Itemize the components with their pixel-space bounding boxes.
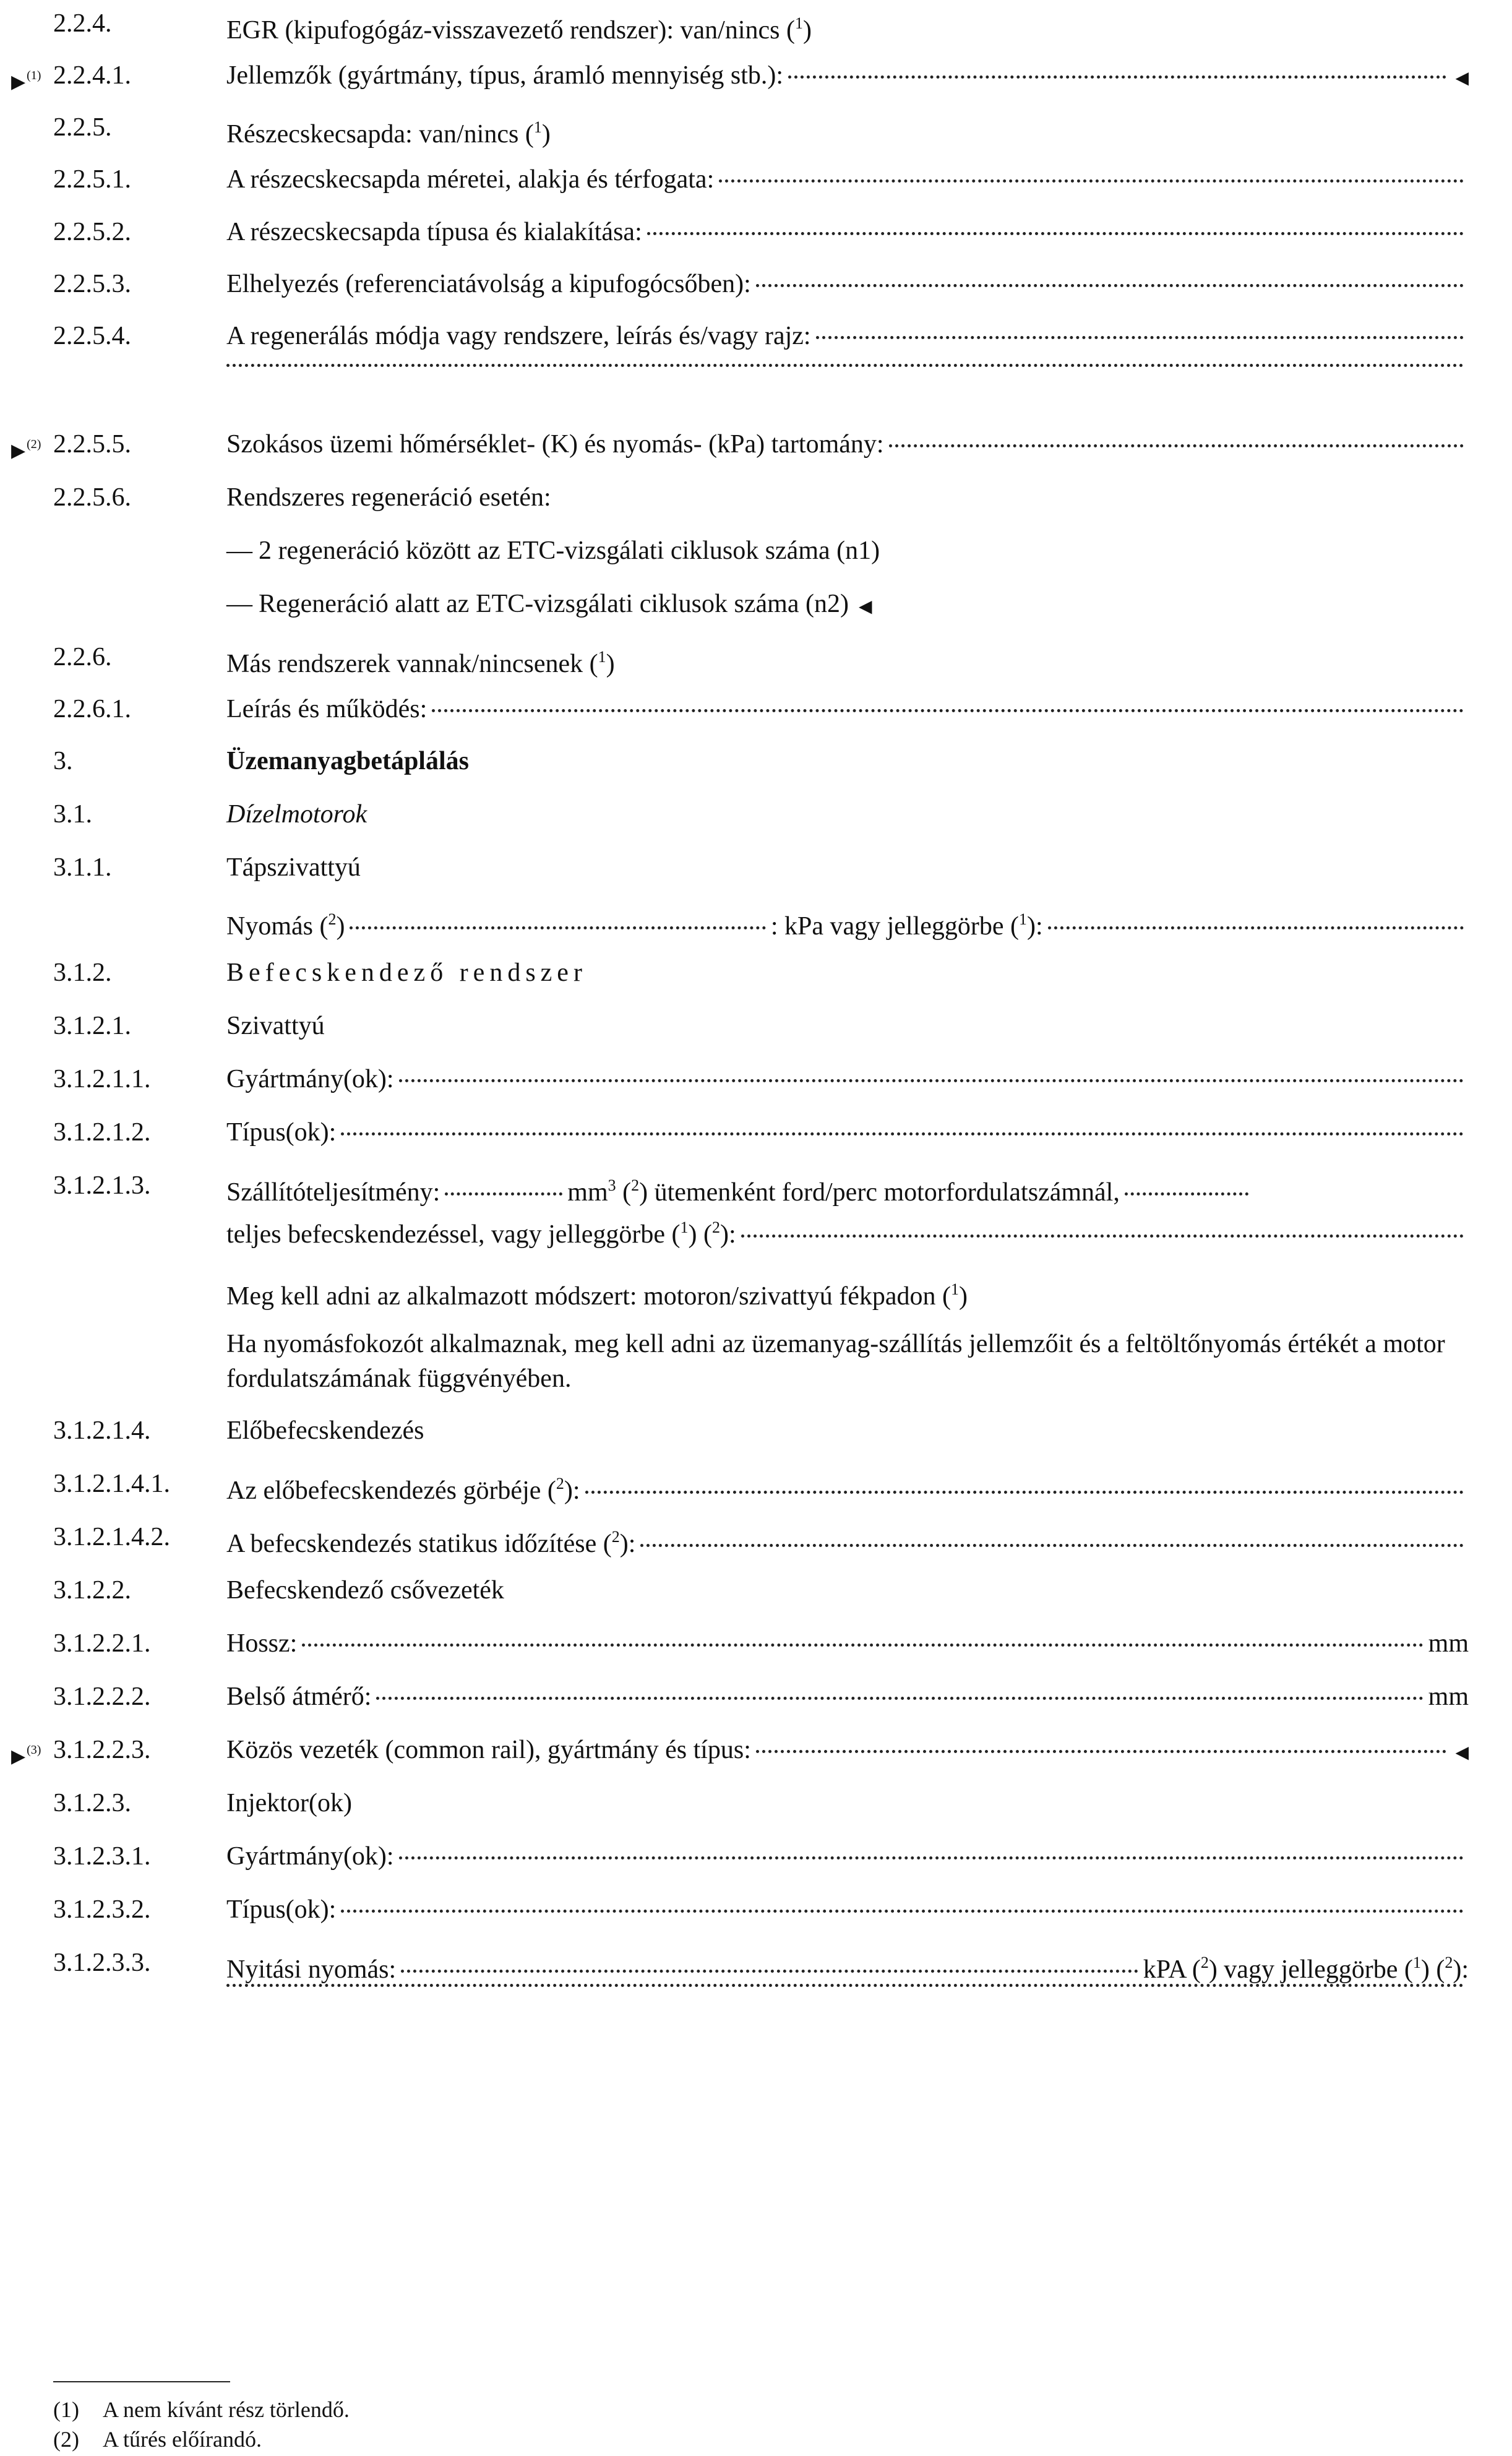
section-number: 2.2.6.1. <box>53 695 131 723</box>
section-number: 2.2.5.6. <box>53 483 131 512</box>
fill-in-line[interactable] <box>226 364 1464 367</box>
section-text: Befecskendező rendszer <box>226 959 587 987</box>
section-2-2-5-1 <box>0 160 1512 199</box>
section-heading: Üzemanyagbetáplálás <box>226 747 469 775</box>
section-3-1 <box>0 795 1512 834</box>
section-text: Elhelyezés (referenciatávolság a kipufogócsőben): <box>226 270 751 298</box>
curve-fill-in[interactable] <box>1048 926 1464 929</box>
section-text: Befecskendező csővezeték <box>226 1576 504 1605</box>
section-number: 3.1.1. <box>53 853 112 882</box>
fill-in-line[interactable] <box>376 1697 1423 1700</box>
section-3-1-2-1-1 <box>0 1059 1512 1099</box>
section-3-1-2-1-4 <box>0 1411 1512 1450</box>
section-2-2-4-1 <box>0 56 1512 95</box>
section-number: 3.1.2. <box>53 959 112 987</box>
delivery-continuation-text: teljes befecskendezéssel, vagy jelleggörbe ($^1$) ($^2$): <box>226 1218 736 1249</box>
section-2-2-6-1 <box>0 689 1512 729</box>
section-text: Hossz: <box>226 1629 298 1658</box>
section-text: Rendszeres regeneráció esetén: <box>226 483 551 512</box>
section-number: 3.1.2.1.4.2. <box>53 1523 170 1551</box>
fill-in-line[interactable] <box>816 336 1464 339</box>
fill-in-line[interactable] <box>889 444 1464 447</box>
section-text: A regenerálás módja vagy rendszere, leírás és/vagy rajz: <box>226 322 811 350</box>
section-3-1-2-2-3 <box>0 1730 1512 1770</box>
section-number: 3.1.2.1.4.1. <box>53 1470 170 1498</box>
section-3-1-2-3-3 <box>0 1943 1512 1983</box>
section-text: Szivattyú <box>226 1012 325 1040</box>
section-number: 3.1.2.2.3. <box>53 1736 151 1764</box>
unit-label: mm <box>1428 1629 1469 1658</box>
section-number: 3.1. <box>53 800 92 829</box>
section-3-1-2-1-4-2 <box>0 1517 1512 1557</box>
section-number: 2.2.5.1. <box>53 165 131 194</box>
amendment-end-marker: ◀ <box>858 597 872 616</box>
fill-in-line[interactable] <box>432 709 1464 712</box>
fill-in-line[interactable] <box>756 284 1464 287</box>
section-text: Típus(ok): <box>226 1118 337 1147</box>
pressure-unit-text: : kPa vagy jelleggörbe ($^1$): <box>770 910 1043 941</box>
section-number: 3.1.2.3. <box>53 1789 131 1817</box>
section-number: 2.2.4.1. <box>53 61 131 90</box>
section-number: 3.1.2.1. <box>53 1012 131 1040</box>
section-3-1-2 <box>0 953 1512 993</box>
section-number: 3.1.2.1.2. <box>53 1118 151 1147</box>
section-number: 3.1.2.1.1. <box>53 1065 151 1093</box>
section-number: 3.1.2.3.2. <box>53 1895 151 1924</box>
section-text: Az előbefecskendezés görbéje ($^2$): <box>226 1475 580 1505</box>
section-3-1-2-2 <box>0 1571 1512 1610</box>
dash-item-n2: — Regeneráció alatt az ETC-vizsgálati ciklusok száma (n2) ◀ <box>226 590 872 618</box>
section-text: Injektor(ok) <box>226 1789 352 1817</box>
section-text: Gyártmány(ok): <box>226 1842 394 1871</box>
footnote-separator <box>53 2381 230 2382</box>
section-number: 3. <box>53 747 73 775</box>
fill-in-line[interactable] <box>399 1856 1464 1859</box>
pressure-fill-in[interactable] <box>350 926 765 929</box>
section-text: Belső átmérő: <box>226 1683 372 1711</box>
section-number: 3.1.2.1.3. <box>53 1171 151 1200</box>
section-2-2-5-4 <box>0 316 1512 356</box>
delivery-label: Szállítóteljesítmény: <box>226 1178 440 1207</box>
delivery-fill-in[interactable] <box>445 1192 562 1196</box>
fill-in-line[interactable] <box>756 1750 1447 1753</box>
section-3-1-2-1-3 <box>0 1166 1512 1205</box>
section-2-2-5 <box>0 108 1512 147</box>
section-number: 2.2.5.5. <box>53 430 131 459</box>
amendment-start-marker: ▶ $^{(1)}$ <box>11 69 41 92</box>
amendment-start-marker: ▶ $^{(2)}$ <box>11 437 41 461</box>
section-3-1-2-3 <box>0 1783 1512 1823</box>
section-number: 3.1.2.3.1. <box>53 1842 151 1871</box>
section-number: 2.2.5. <box>53 113 112 142</box>
section-number: 3.1.2.3.3. <box>53 1949 151 1977</box>
section-text: Nyitási nyomás: <box>226 1955 397 1984</box>
section-3-1-2-1-3-continuation <box>0 1208 1512 1247</box>
fill-in-line[interactable] <box>341 1910 1464 1913</box>
amendment-start-marker: ▶ $^{(3)}$ <box>11 1743 41 1767</box>
unit-label: mm <box>1428 1683 1469 1711</box>
section-3-1-2-2-1 <box>0 1624 1512 1663</box>
section-number: 2.2.4. <box>53 9 112 38</box>
section-number: 3.1.2.2.1. <box>53 1629 151 1658</box>
footnote-mark: (2) <box>53 2427 79 2452</box>
fill-in-line[interactable] <box>647 232 1464 235</box>
section-text: A részecskecsapda méretei, alakja és térfogata: <box>226 165 715 194</box>
section-3 <box>0 741 1512 781</box>
fill-in-line[interactable] <box>640 1544 1464 1547</box>
section-text: Tápszivattyú <box>226 853 361 882</box>
section-number: 3.1.2.1.4. <box>53 1416 151 1445</box>
section-text: Jellemzők (gyártmány, típus, áramló mennyiség stb.): <box>226 61 784 90</box>
section-2-2-5-4-continuation <box>0 369 1512 408</box>
section-text: Közös vezeték (common rail), gyártmány és típus: <box>226 1736 751 1764</box>
booster-note: Ha nyomásfokozót alkalmaznak, meg kell adni az üzemanyag-szállítás jellemzőit és a feltöltőnyomás értékét a motor fordulatszámának függvényében. <box>226 1330 1445 1393</box>
opening-pressure-unit-text: kPA ($^2$) vagy jelleggörbe ($^1$) ($^2$): <box>1143 1954 1469 1984</box>
fill-in-line[interactable] <box>399 1079 1464 1082</box>
section-number: 2.2.5.3. <box>53 270 131 298</box>
fill-in-line[interactable] <box>401 1970 1138 1973</box>
section-3-1-2-2-2 <box>0 1677 1512 1717</box>
footnote-mark: (1) <box>53 2397 79 2422</box>
section-3-1-2-3-1 <box>0 1837 1512 1876</box>
fill-in-line[interactable] <box>302 1644 1423 1647</box>
dash-item-n1: — 2 regeneráció között az ETC-vizsgálati ciklusok száma (n1) <box>226 536 880 565</box>
section-3-1-1 <box>0 848 1512 887</box>
section-3-1-2-3-2 <box>0 1890 1512 1929</box>
section-2-2-5-2 <box>0 212 1512 252</box>
fill-in-line[interactable] <box>788 75 1446 79</box>
fill-in-line[interactable] <box>341 1132 1464 1135</box>
section-3-1-2-3-3-continuation <box>0 1989 1512 2028</box>
dash-item-text: Regeneráció alatt az ETC-vizsgálati ciklusok száma (n2) <box>259 590 849 618</box>
section-text: Szokásos üzemi hőmérséklet- (K) és nyomás- (kPa) tartomány: <box>226 430 884 459</box>
fill-in-line[interactable] <box>741 1234 1464 1238</box>
section-text: Leírás és működés: <box>226 695 427 723</box>
section-text: EGR (kipufogógáz-visszavezető rendszer): van/nincs ($^1$) <box>226 14 812 45</box>
speed-fill-in[interactable] <box>1125 1192 1248 1196</box>
pressure-line <box>0 900 1512 939</box>
footnote-2 <box>53 2424 262 2454</box>
section-number: 2.2.5.4. <box>53 322 131 350</box>
fill-in-line[interactable] <box>719 179 1464 183</box>
section-number: 2.2.6. <box>53 643 112 671</box>
section-3-1-2-1-4-1 <box>0 1464 1512 1504</box>
section-text: Más rendszerek vannak/nincsenek ($^1$) <box>226 648 615 678</box>
footnote-text: A nem kívánt rész törlendő. <box>103 2397 350 2422</box>
amendment-end-marker: ◀ <box>1455 69 1469 88</box>
section-number: 3.1.2.2. <box>53 1576 131 1605</box>
section-text: Típus(ok): <box>226 1895 337 1924</box>
amendment-end-marker: ◀ <box>1455 1743 1469 1762</box>
section-text: A részecskecsapda típusa és kialakítása: <box>226 218 642 246</box>
fill-in-line[interactable] <box>226 1984 1464 1987</box>
section-3-1-2-1-2 <box>0 1113 1512 1152</box>
section-2-2-5-6 <box>0 478 1512 517</box>
fill-in-line[interactable] <box>585 1491 1464 1494</box>
section-text: Részecskecsapda: van/nincs ($^1$) <box>226 118 551 149</box>
section-text: Előbefecskendezés <box>226 1416 424 1445</box>
dash-item-text: 2 regeneráció között az ETC-vizsgálati ciklusok száma (n1) <box>259 536 880 565</box>
section-text: A befecskendezés statikus időzítése ($^2$): <box>226 1528 636 1558</box>
section-2-2-5-5 <box>0 424 1512 464</box>
section-3-1-2-1 <box>0 1006 1512 1046</box>
footnote-text: A tűrés előírandó. <box>103 2427 262 2452</box>
note-text: Meg kell adni az alkalmazott módszert: motoron/szivattyú fékpadon ($^1$) <box>226 1280 968 1311</box>
section-2-2-5-3 <box>0 264 1512 304</box>
pressure-label: Nyomás ($^2$) <box>226 910 345 941</box>
section-2-2-4 <box>0 4 1512 43</box>
footnote-1 <box>53 2395 350 2424</box>
method-note <box>0 1270 1512 1309</box>
section-2-2-6 <box>0 637 1512 677</box>
section-text: Gyártmány(ok): <box>226 1065 394 1093</box>
section-number: 2.2.5.2. <box>53 218 131 246</box>
delivery-unit-text: $mm^3$ ($^2$) ütemenként ford/perc motorfordulatszámnál, <box>567 1176 1120 1207</box>
section-number: 3.1.2.2.2. <box>53 1683 151 1711</box>
section-text: Dízelmotorok <box>226 800 367 829</box>
